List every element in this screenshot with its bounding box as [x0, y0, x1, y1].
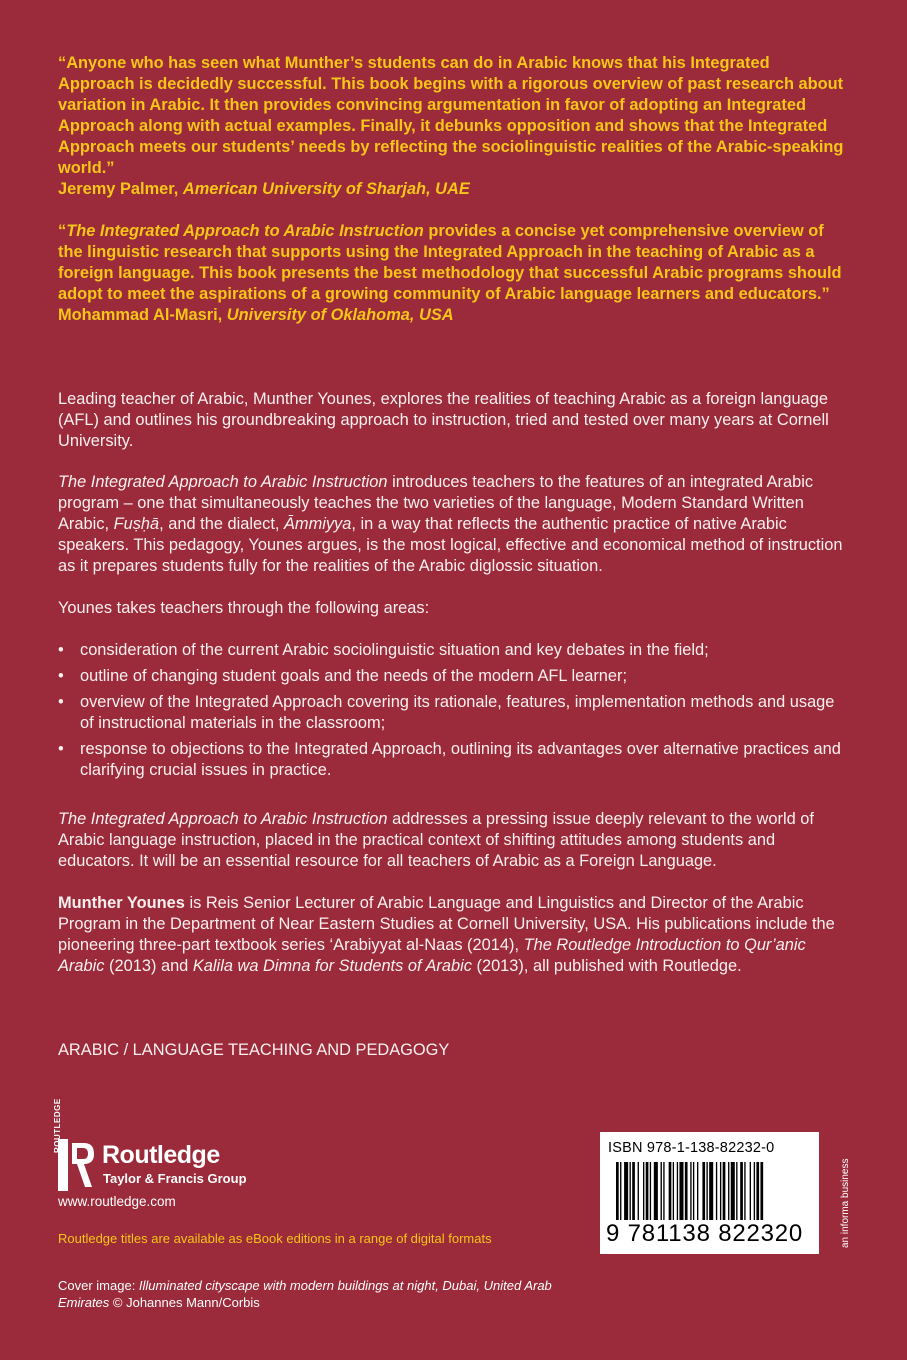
endorser-affiliation: American University of Sharjah, UAE — [182, 180, 470, 198]
endorser-name: Jeremy Palmer, — [58, 180, 179, 198]
credit-label: Cover image: — [58, 1278, 139, 1293]
book-title: The Integrated Approach to Arabic Instruction — [58, 810, 388, 828]
bullet-icon: • — [58, 641, 64, 659]
barcode-bar — [646, 1162, 649, 1220]
barcode-bar — [728, 1162, 729, 1220]
text-run: , in a way that reflects the authentic practice of native Arabic speakers. This pedagogy, Younes argues, is the most logical, effective and economical method of instruction as it prepares students fully for the realities of the Arabic diglossic situation. — [58, 515, 843, 575]
barcode-bar — [756, 1162, 759, 1220]
barcode-bar — [685, 1162, 688, 1220]
barcode-bar — [661, 1162, 662, 1220]
endorsement-author — [58, 179, 848, 200]
bullet-icon: • — [58, 667, 64, 685]
list-item — [58, 666, 848, 687]
routledge-logo-icon — [58, 1139, 96, 1191]
barcode-bar — [624, 1162, 628, 1220]
barcode-bar — [709, 1162, 713, 1220]
barcode-bar — [669, 1162, 672, 1220]
credit-title: Illuminated cityscape with modern buildings at night, Dubai, United Arab Emirates — [58, 1278, 552, 1310]
barcode-bar — [723, 1162, 726, 1220]
book-title: Kalila wa Dimna for Students of Arabic — [192, 957, 472, 975]
publisher-name: Routledge — [102, 1141, 220, 1169]
list-item — [58, 640, 848, 661]
credit-rights: © Johannes Mann/Corbis — [109, 1295, 260, 1310]
endorser-name: Mohammad Al-Masri, — [58, 306, 223, 324]
informa-tagline: an informa business — [840, 1158, 851, 1248]
barcode-bar — [754, 1162, 755, 1220]
text-run: is Reis Senior Lecturer of Arabic Language and Linguistics and Director of the Arabic Program in the Department of Near Eastern Studies at Cornell University, USA. His publications include the pioneering three-part textbook series ‘Arabiyyat al-Naas (2014), — [58, 894, 835, 954]
endorsement-quote — [58, 221, 848, 305]
barcode-bar — [731, 1162, 735, 1220]
term-fusha: Fuṣḥā — [113, 515, 160, 533]
barcode-bar — [716, 1162, 717, 1220]
barcode-bar — [740, 1162, 743, 1220]
list-item-text: response to objections to the Integrated Approach, outlining its advantages over alternative practices and clarifying crucial issues in practice. — [80, 740, 841, 779]
barcode-bar — [736, 1162, 737, 1220]
barcode-bar — [643, 1162, 644, 1220]
paragraph-text — [58, 472, 848, 577]
barcode-digits: 9 781138 822320 — [606, 1220, 804, 1247]
book-title: The Integrated Approach to Arabic Instruction — [58, 473, 388, 491]
barcode-bar — [750, 1162, 751, 1220]
barcode-bar — [632, 1162, 635, 1220]
topics-list — [58, 640, 848, 786]
list-item-text: consideration of the current Arabic sociolinguistic situation and key debates in the field; — [80, 641, 709, 659]
isbn-label: ISBN 978-1-138-82232-0 — [608, 1140, 775, 1156]
paragraph-text: Younes takes teachers through the following areas: — [58, 599, 430, 617]
paragraph-text: Leading teacher of Arabic, Munther Younes, explores the realities of teaching Arabic as a foreign language (AFL) and outlines his groundbreaking approach to instruction, tried and tested over many years at Cornell University. — [58, 390, 829, 450]
barcode-bar — [677, 1162, 678, 1220]
term-ammiyya: Āmmiyya — [283, 515, 352, 533]
bullet-icon: • — [58, 693, 64, 711]
list-item — [58, 692, 848, 734]
barcode-bar — [744, 1162, 745, 1220]
bullet-icon: • — [58, 740, 64, 758]
barcode-bar — [616, 1162, 619, 1220]
ebook-note: Routledge titles are available as eBook editions in a range of digital formats — [58, 1231, 492, 1246]
barcode-bar — [638, 1162, 639, 1220]
barcode-bar — [690, 1162, 691, 1220]
list-item — [58, 739, 848, 781]
author-bio — [58, 893, 848, 977]
barcode-bar — [720, 1162, 721, 1220]
barcode-bar — [673, 1162, 674, 1220]
barcode-bar — [697, 1162, 698, 1220]
isbn-barcode-box — [600, 1132, 819, 1254]
endorsement-1 — [58, 53, 848, 200]
book-title: The Routledge Introduction to Qur’anic Arabic — [58, 936, 806, 975]
barcode-bar — [760, 1162, 763, 1220]
text-run: introduces teachers to the features of an integrated Arabic program – one that simultaneously teaches the two varieties of the language, Modern Standard Written Arabic, — [58, 473, 814, 533]
barcode-bar — [630, 1162, 631, 1220]
barcode-bar — [654, 1162, 658, 1220]
barcode-bar — [679, 1162, 683, 1220]
endorsement-quote: “Anyone who has seen what Munther’s students can do in Arabic knows that his Integrated Approach is decidedly successful. This book begins with a rigorous overview of past research about variation in Arabic. It then provides convincing argumentation in favor of adopting an Integrated Approach along with actual examples. Finally, it debunks opposition and shows that the Integrated Approach meets our students’ needs by reflecting the sociolinguistic realities of the Arabic-speaking world.” — [58, 54, 844, 177]
barcode-bar — [663, 1162, 664, 1220]
list-item-text: outline of changing student goals and the needs of the modern AFL learner; — [80, 667, 628, 685]
cover-credit — [58, 1277, 578, 1311]
book-title: The Integrated Approach to Arabic Instruction — [66, 222, 424, 240]
open-quote: “ — [58, 222, 67, 240]
author-name: Munther Younes — [58, 894, 185, 912]
text-run: addresses a pressing issue deeply relevant to the world of Arabic language instruction, placed in the practical context of shifting attitudes among students and educators. It will be an essential resource for all teachers of Arabic as a Foreign Language. — [58, 810, 814, 870]
text-run: (2013), all published with Routledge. — [471, 957, 742, 975]
subject-category: ARABIC / LANGUAGE TEACHING AND PEDAGOGY — [58, 1041, 450, 1059]
barcode-icon — [612, 1162, 812, 1228]
barcode-bar — [693, 1162, 694, 1220]
barcode-bar — [620, 1162, 621, 1220]
endorser-affiliation: University of Oklahoma, USA — [226, 306, 454, 324]
quote-text: provides a concise yet comprehensive overview of the linguistic research that supports using the Integrated Approach in the teaching of Arabic as a foreign language. This book presents the best methodology that successful Arabic programs should adopt to meet the aspirations of a growing community of Arabic language learners and educators.” — [58, 222, 842, 303]
barcode-bar — [706, 1162, 707, 1220]
logo-vertical-text: ROUTLEDGE — [53, 1098, 62, 1153]
endorsement-author — [58, 305, 848, 326]
endorsement-2 — [58, 221, 848, 326]
description-paragraph-2 — [58, 472, 848, 577]
paragraph-text — [58, 893, 848, 977]
publisher-group: Taylor & Francis Group — [103, 1171, 247, 1186]
barcode-bar — [702, 1162, 705, 1220]
routledge-logo — [53, 1098, 258, 1195]
text-run: , and the dialect, — [159, 515, 284, 533]
description-paragraph-1 — [58, 389, 848, 452]
paragraph-text — [58, 809, 848, 872]
barcode-bar — [650, 1162, 651, 1220]
publisher-website[interactable]: www.routledge.com — [58, 1194, 176, 1209]
description-paragraph-3 — [58, 598, 848, 619]
description-paragraph-4 — [58, 809, 848, 872]
text-run: (2013) and — [104, 957, 193, 975]
list-item-text: overview of the Integrated Approach covering its rationale, features, implementation methods and usage of instructional materials in the classroom; — [80, 693, 835, 732]
